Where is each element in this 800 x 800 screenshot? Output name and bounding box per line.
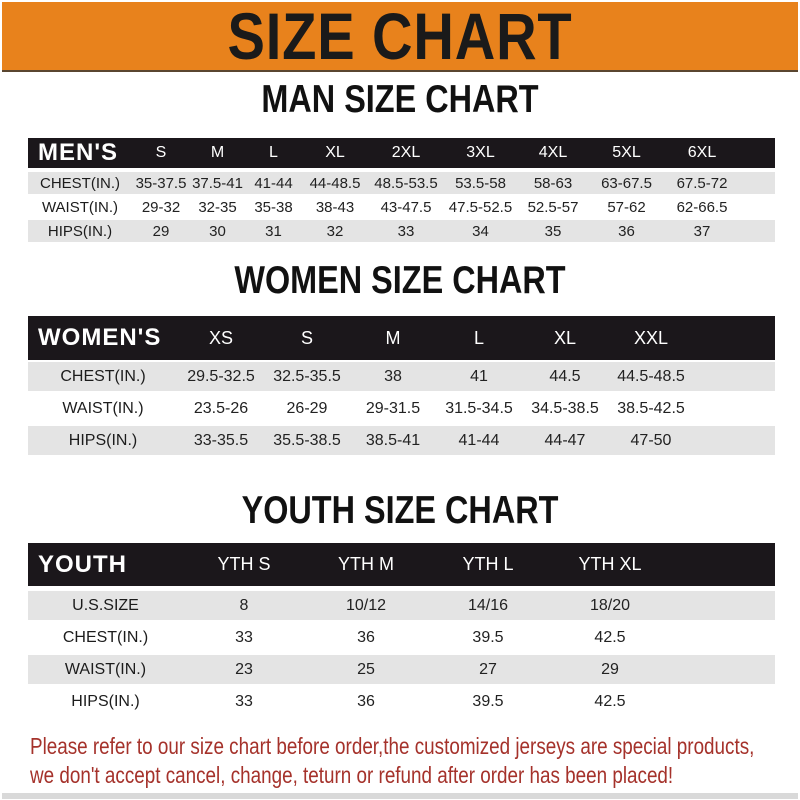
size-value-cell: 35.5-38.5 xyxy=(264,426,350,458)
column-header: 5XL xyxy=(589,138,664,172)
size-value-cell: 35 xyxy=(517,220,589,244)
column-header: 2XL xyxy=(368,138,444,172)
size-value-cell: 41-44 xyxy=(245,172,302,196)
row-spacer xyxy=(671,687,775,719)
size-value-cell: 18/20 xyxy=(549,591,671,623)
size-value-cell: 38.5-42.5 xyxy=(608,394,694,426)
column-header: YTH M xyxy=(305,543,427,591)
women-section-title-text: WOMEN SIZE CHART xyxy=(234,257,566,302)
youth-section-title-text: YOUTH SIZE CHART xyxy=(241,487,559,532)
size-value-cell: 23.5-26 xyxy=(178,394,264,426)
column-header: YTH S xyxy=(183,543,305,591)
column-header: YTH L xyxy=(427,543,549,591)
size-value-cell: 34 xyxy=(444,220,517,244)
row-spacer xyxy=(671,591,775,623)
header-spacer xyxy=(671,543,775,591)
size-value-cell: 35-38 xyxy=(245,196,302,220)
size-value-cell: 43-47.5 xyxy=(368,196,444,220)
table-row xyxy=(28,172,775,196)
row-spacer xyxy=(671,623,775,655)
size-value-cell: 10/12 xyxy=(305,591,427,623)
size-value-cell: 37 xyxy=(664,220,740,244)
row-label: CHEST(IN.) xyxy=(28,623,183,655)
size-value-cell: 29-31.5 xyxy=(350,394,436,426)
size-value-cell: 58-63 xyxy=(517,172,589,196)
column-header: L xyxy=(436,316,522,362)
row-spacer xyxy=(671,655,775,687)
column-header: M xyxy=(190,138,245,172)
size-value-cell: 39.5 xyxy=(427,623,549,655)
column-header: S xyxy=(132,138,190,172)
size-value-cell: 32 xyxy=(302,220,368,244)
header-spacer xyxy=(740,138,775,172)
size-value-cell: 35-37.5 xyxy=(132,172,190,196)
row-spacer xyxy=(694,362,775,394)
size-value-cell: 41 xyxy=(436,362,522,394)
size-value-cell: 27 xyxy=(427,655,549,687)
mens-size-table xyxy=(28,138,775,244)
size-value-cell: 33 xyxy=(183,623,305,655)
size-value-cell: 39.5 xyxy=(427,687,549,719)
disclaimer xyxy=(30,732,800,790)
size-value-cell: 32.5-35.5 xyxy=(264,362,350,394)
row-label: WAIST(IN.) xyxy=(28,655,183,687)
size-value-cell: 42.5 xyxy=(549,687,671,719)
row-label: HIPS(IN.) xyxy=(28,687,183,719)
size-value-cell: 52.5-57 xyxy=(517,196,589,220)
column-header: S xyxy=(264,316,350,362)
size-value-cell: 62-66.5 xyxy=(664,196,740,220)
size-value-cell: 29.5-32.5 xyxy=(178,362,264,394)
size-value-cell: 47-50 xyxy=(608,426,694,458)
size-value-cell: 47.5-52.5 xyxy=(444,196,517,220)
row-label: CHEST(IN.) xyxy=(28,172,132,196)
size-value-cell: 29 xyxy=(549,655,671,687)
size-value-cell: 29 xyxy=(132,220,190,244)
size-value-cell: 53.5-58 xyxy=(444,172,517,196)
table-header-row xyxy=(28,138,775,172)
man-section-title xyxy=(0,76,800,121)
size-value-cell: 36 xyxy=(589,220,664,244)
women-section-title xyxy=(0,257,800,302)
youth-size-table xyxy=(28,543,775,719)
size-value-cell: 33 xyxy=(368,220,444,244)
bottom-strip xyxy=(2,793,798,799)
size-value-cell: 41-44 xyxy=(436,426,522,458)
row-spacer xyxy=(694,426,775,458)
size-value-cell: 44-47 xyxy=(522,426,608,458)
column-header: 6XL xyxy=(664,138,740,172)
column-header: XS xyxy=(178,316,264,362)
size-value-cell: 34.5-38.5 xyxy=(522,394,608,426)
size-value-cell: 44.5-48.5 xyxy=(608,362,694,394)
size-value-cell: 33-35.5 xyxy=(178,426,264,458)
row-label: HIPS(IN.) xyxy=(28,220,132,244)
table-header-label: MEN'S xyxy=(28,138,132,172)
size-value-cell: 44.5 xyxy=(522,362,608,394)
table-row xyxy=(28,591,775,623)
size-value-cell: 31 xyxy=(245,220,302,244)
table-row xyxy=(28,196,775,220)
size-value-cell: 14/16 xyxy=(427,591,549,623)
table-header-label: YOUTH xyxy=(28,543,183,591)
column-header: 3XL xyxy=(444,138,517,172)
size-value-cell: 29-32 xyxy=(132,196,190,220)
table-row xyxy=(28,220,775,244)
youth-section-title xyxy=(0,487,800,532)
row-label: U.S.SIZE xyxy=(28,591,183,623)
size-value-cell: 31.5-34.5 xyxy=(436,394,522,426)
row-label: HIPS(IN.) xyxy=(28,426,178,458)
size-value-cell: 26-29 xyxy=(264,394,350,426)
table-row xyxy=(28,426,775,458)
size-value-cell: 30 xyxy=(190,220,245,244)
table-header-row xyxy=(28,543,775,591)
column-header: 4XL xyxy=(517,138,589,172)
size-value-cell: 44-48.5 xyxy=(302,172,368,196)
size-value-cell: 25 xyxy=(305,655,427,687)
table-row xyxy=(28,687,775,719)
row-spacer xyxy=(740,172,775,196)
size-value-cell: 63-67.5 xyxy=(589,172,664,196)
column-header: XXL xyxy=(608,316,694,362)
table-row xyxy=(28,394,775,426)
row-spacer xyxy=(694,394,775,426)
size-value-cell: 33 xyxy=(183,687,305,719)
size-value-cell: 36 xyxy=(305,687,427,719)
column-header: XL xyxy=(302,138,368,172)
column-header: L xyxy=(245,138,302,172)
size-value-cell: 8 xyxy=(183,591,305,623)
womens-size-table xyxy=(28,316,775,458)
table-header-row xyxy=(28,316,775,362)
size-value-cell: 48.5-53.5 xyxy=(368,172,444,196)
size-value-cell: 38-43 xyxy=(302,196,368,220)
column-header: XL xyxy=(522,316,608,362)
table-row xyxy=(28,655,775,687)
row-spacer xyxy=(740,220,775,244)
size-value-cell: 57-62 xyxy=(589,196,664,220)
size-value-cell: 38.5-41 xyxy=(350,426,436,458)
column-header: YTH XL xyxy=(549,543,671,591)
size-value-cell: 67.5-72 xyxy=(664,172,740,196)
size-value-cell: 23 xyxy=(183,655,305,687)
row-label: CHEST(IN.) xyxy=(28,362,178,394)
table-row xyxy=(28,623,775,655)
table-row xyxy=(28,362,775,394)
disclaimer-line-1: Please refer to our size chart before order,the customized jerseys are special products, xyxy=(30,733,755,759)
banner-title: SIZE CHART xyxy=(227,0,573,73)
size-value-cell: 32-35 xyxy=(190,196,245,220)
banner xyxy=(2,2,798,72)
disclaimer-line-2: we don't accept cancel, change, teturn or refund after order has been placed! xyxy=(30,762,674,788)
row-label: WAIST(IN.) xyxy=(28,196,132,220)
table-header-label: WOMEN'S xyxy=(28,316,178,362)
column-header: M xyxy=(350,316,436,362)
row-label: WAIST(IN.) xyxy=(28,394,178,426)
size-value-cell: 37.5-41 xyxy=(190,172,245,196)
man-section-title-text: MAN SIZE CHART xyxy=(261,76,539,121)
header-spacer xyxy=(694,316,775,362)
row-spacer xyxy=(740,196,775,220)
size-value-cell: 42.5 xyxy=(549,623,671,655)
size-value-cell: 36 xyxy=(305,623,427,655)
size-value-cell: 38 xyxy=(350,362,436,394)
